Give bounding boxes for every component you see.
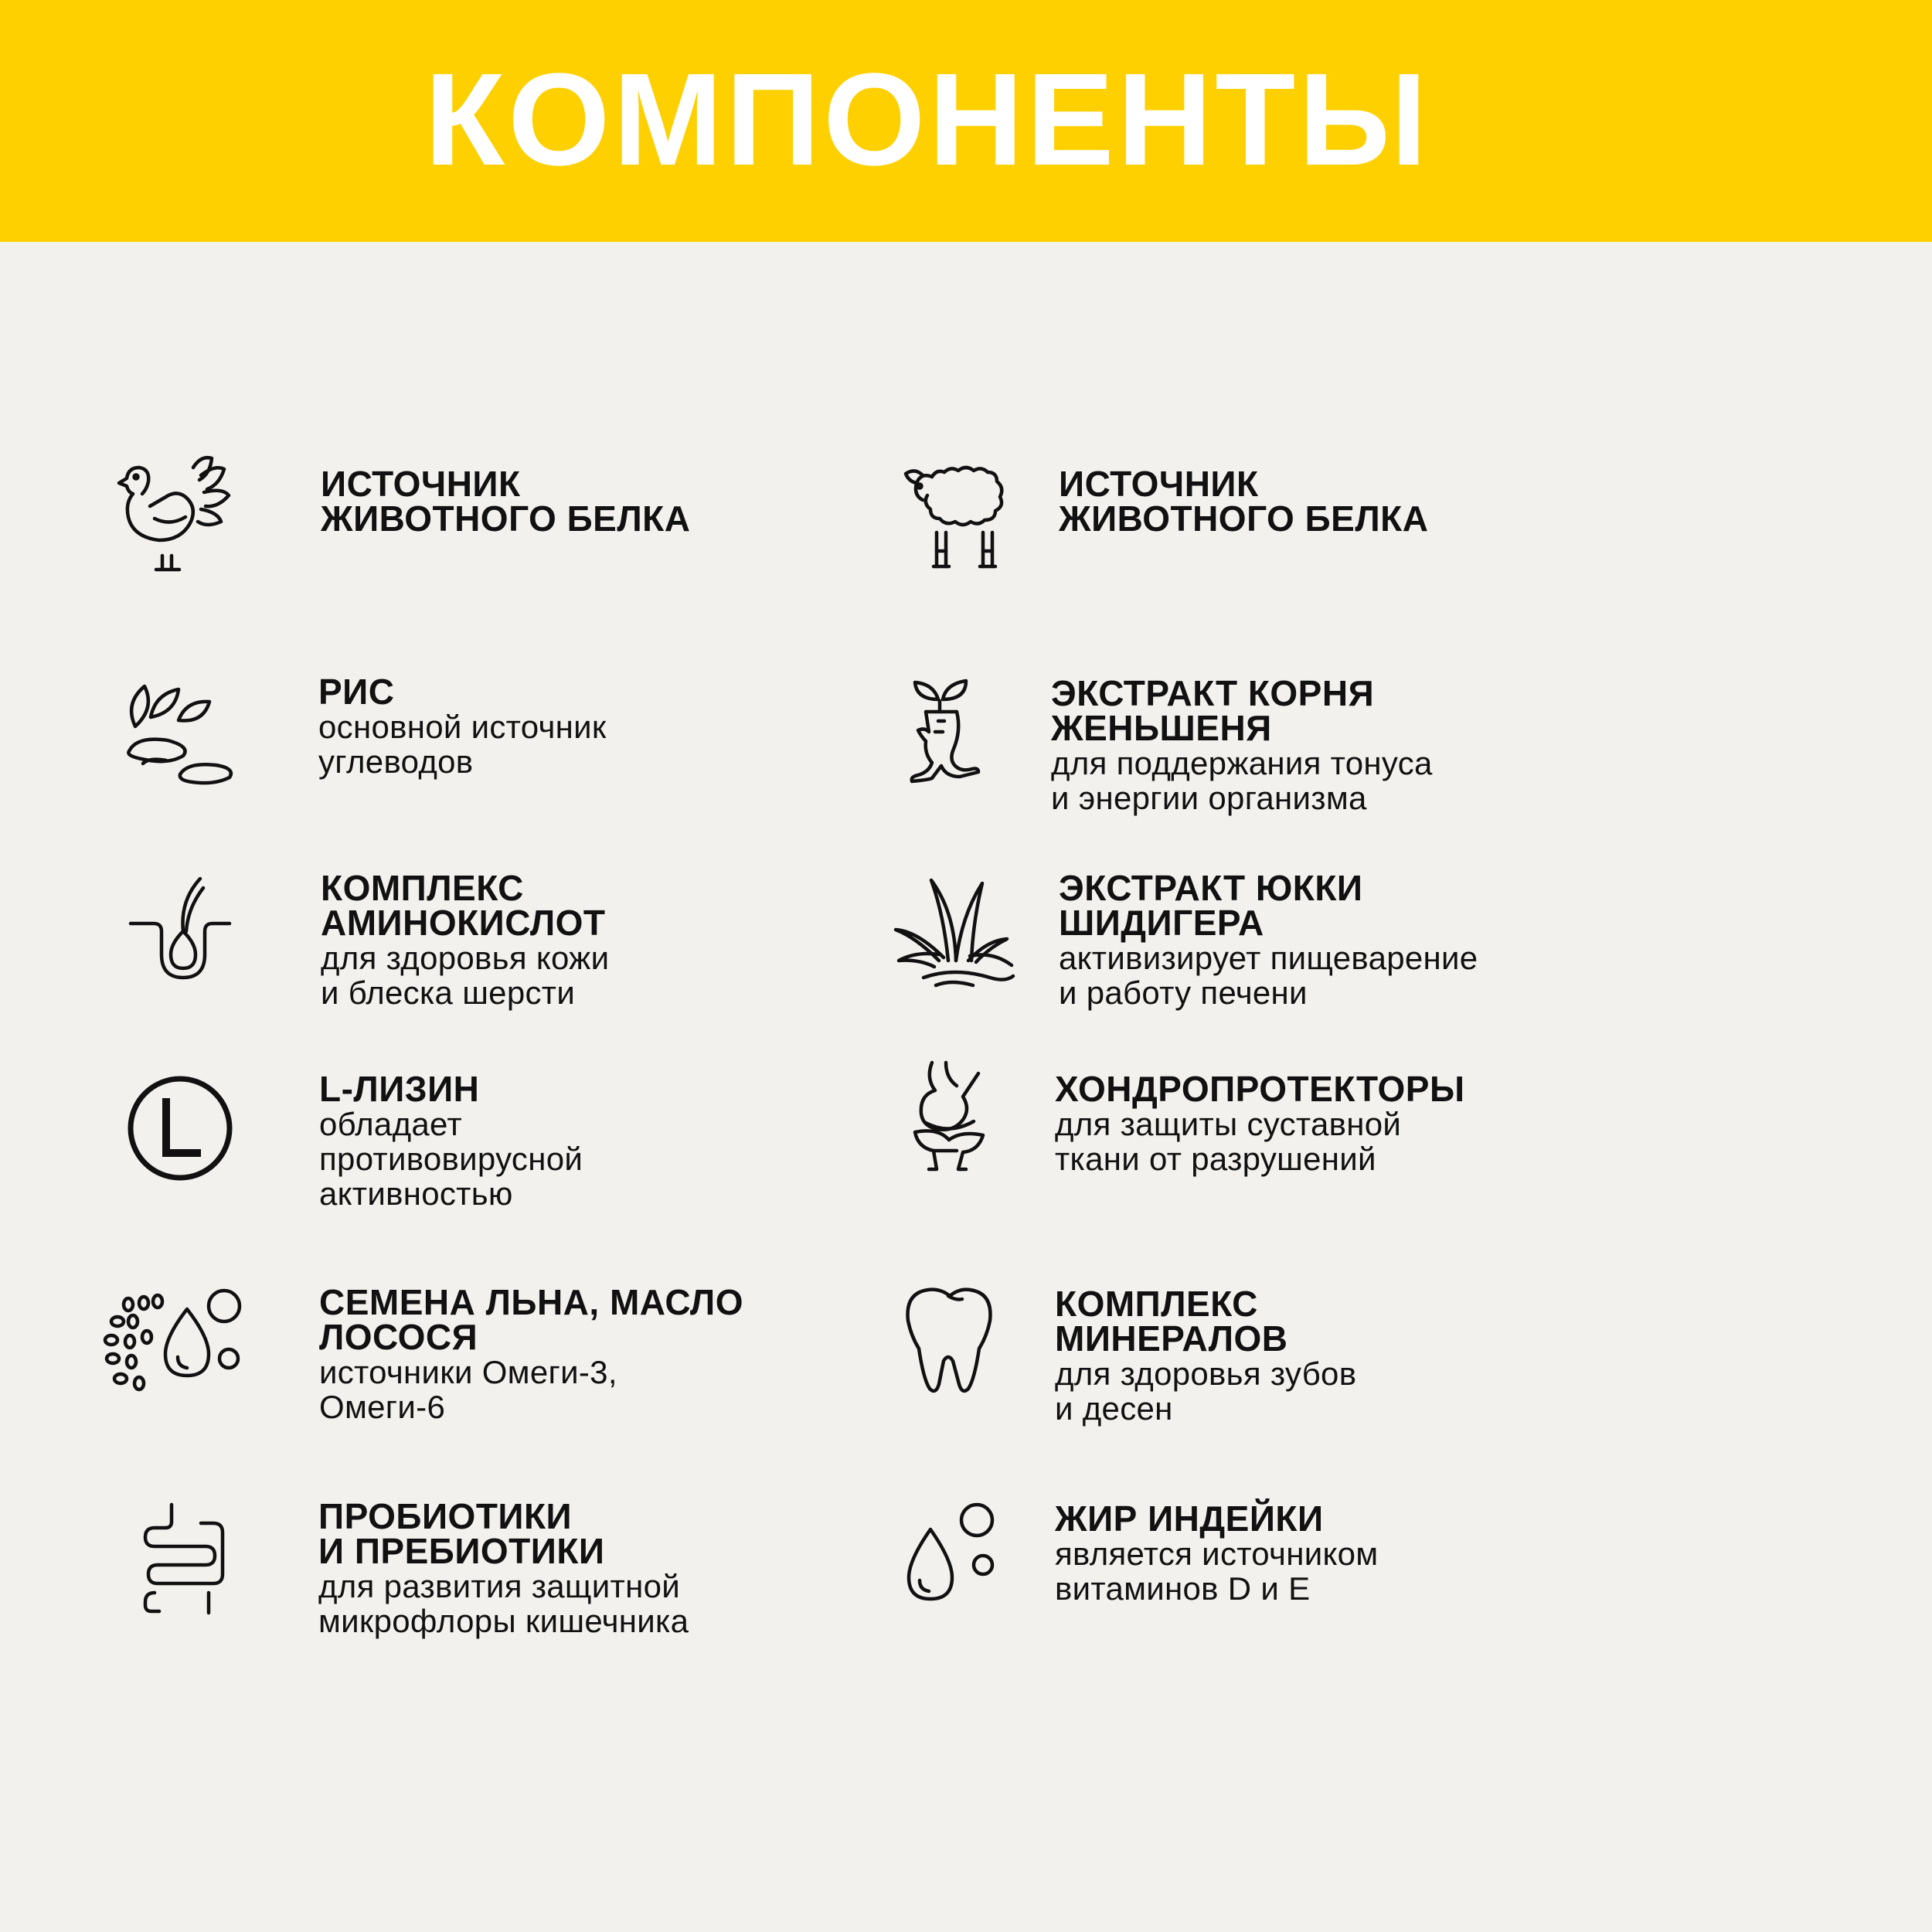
item-title: КОМПЛЕКС МИНЕРАЛОВ (1055, 1284, 1288, 1359)
item-description: активизирует пищеварение и работу печени (1059, 940, 1478, 1011)
item-description: для поддержания тонуса и энергии организма (1051, 745, 1433, 816)
item-title: ЖИР ИНДЕЙКИ (1055, 1498, 1324, 1539)
tooth-icon (893, 1271, 1016, 1395)
item-description: для здоровья зубов и десен (1055, 1355, 1357, 1427)
item-description: обладает противовирусной активностью (319, 1106, 583, 1212)
item-description: для здоровья кожи и блеска шерсти (321, 940, 610, 1011)
hair-follicle-icon (120, 869, 243, 993)
item-description: для защиты суставной ткани от разрушений (1055, 1106, 1402, 1177)
page-title: КОМПОНЕНТЫ (424, 46, 1430, 193)
item-title: ИСТОЧНИК ЖИВОТНОГО БЕЛКА (321, 464, 691, 539)
sheep-icon (896, 452, 1020, 576)
intestine-icon (124, 1495, 247, 1619)
item-description: для развития защитной микрофлоры кишечника (318, 1568, 689, 1639)
item-description: является источником витаминов D и E (1055, 1536, 1379, 1607)
yucca-icon (893, 869, 1016, 993)
item-title: ЭКСТРАКТ КОРНЯ ЖЕНЬШЕНЯ (1051, 673, 1375, 748)
item-description: источники Омеги-3, Омеги-6 (319, 1354, 617, 1425)
item-title: ПРОБИОТИКИ И ПРЕБИОТИКИ (318, 1496, 605, 1571)
rice-icon (112, 672, 236, 796)
header-banner (0, 0, 1932, 242)
fat-drop-icon (896, 1495, 1020, 1619)
item-title: СЕМЕНА ЛЬНА, МАСЛО ЛОСОСЯ (319, 1282, 743, 1357)
item-description: основной источник углеводов (318, 709, 607, 780)
item-title: L-ЛИЗИН (319, 1069, 480, 1109)
item-title: РИС (318, 672, 395, 712)
item-title: ХОНДРОПРОТЕКТОРЫ (1055, 1069, 1465, 1109)
ginseng-icon (881, 668, 1005, 792)
item-title: ЭКСТРАКТ ЮККИ ШИДИГЕРА (1059, 868, 1363, 943)
l-lysine-icon (118, 1066, 242, 1190)
joint-icon (889, 1055, 1012, 1179)
seeds-oil-drop-icon (100, 1283, 224, 1406)
item-title: ИСТОЧНИК ЖИВОТНОГО БЕЛКА (1059, 464, 1429, 539)
turkey-icon (108, 452, 232, 576)
item-title: КОМПЛЕКС АМИНОКИСЛОТ (321, 868, 606, 943)
